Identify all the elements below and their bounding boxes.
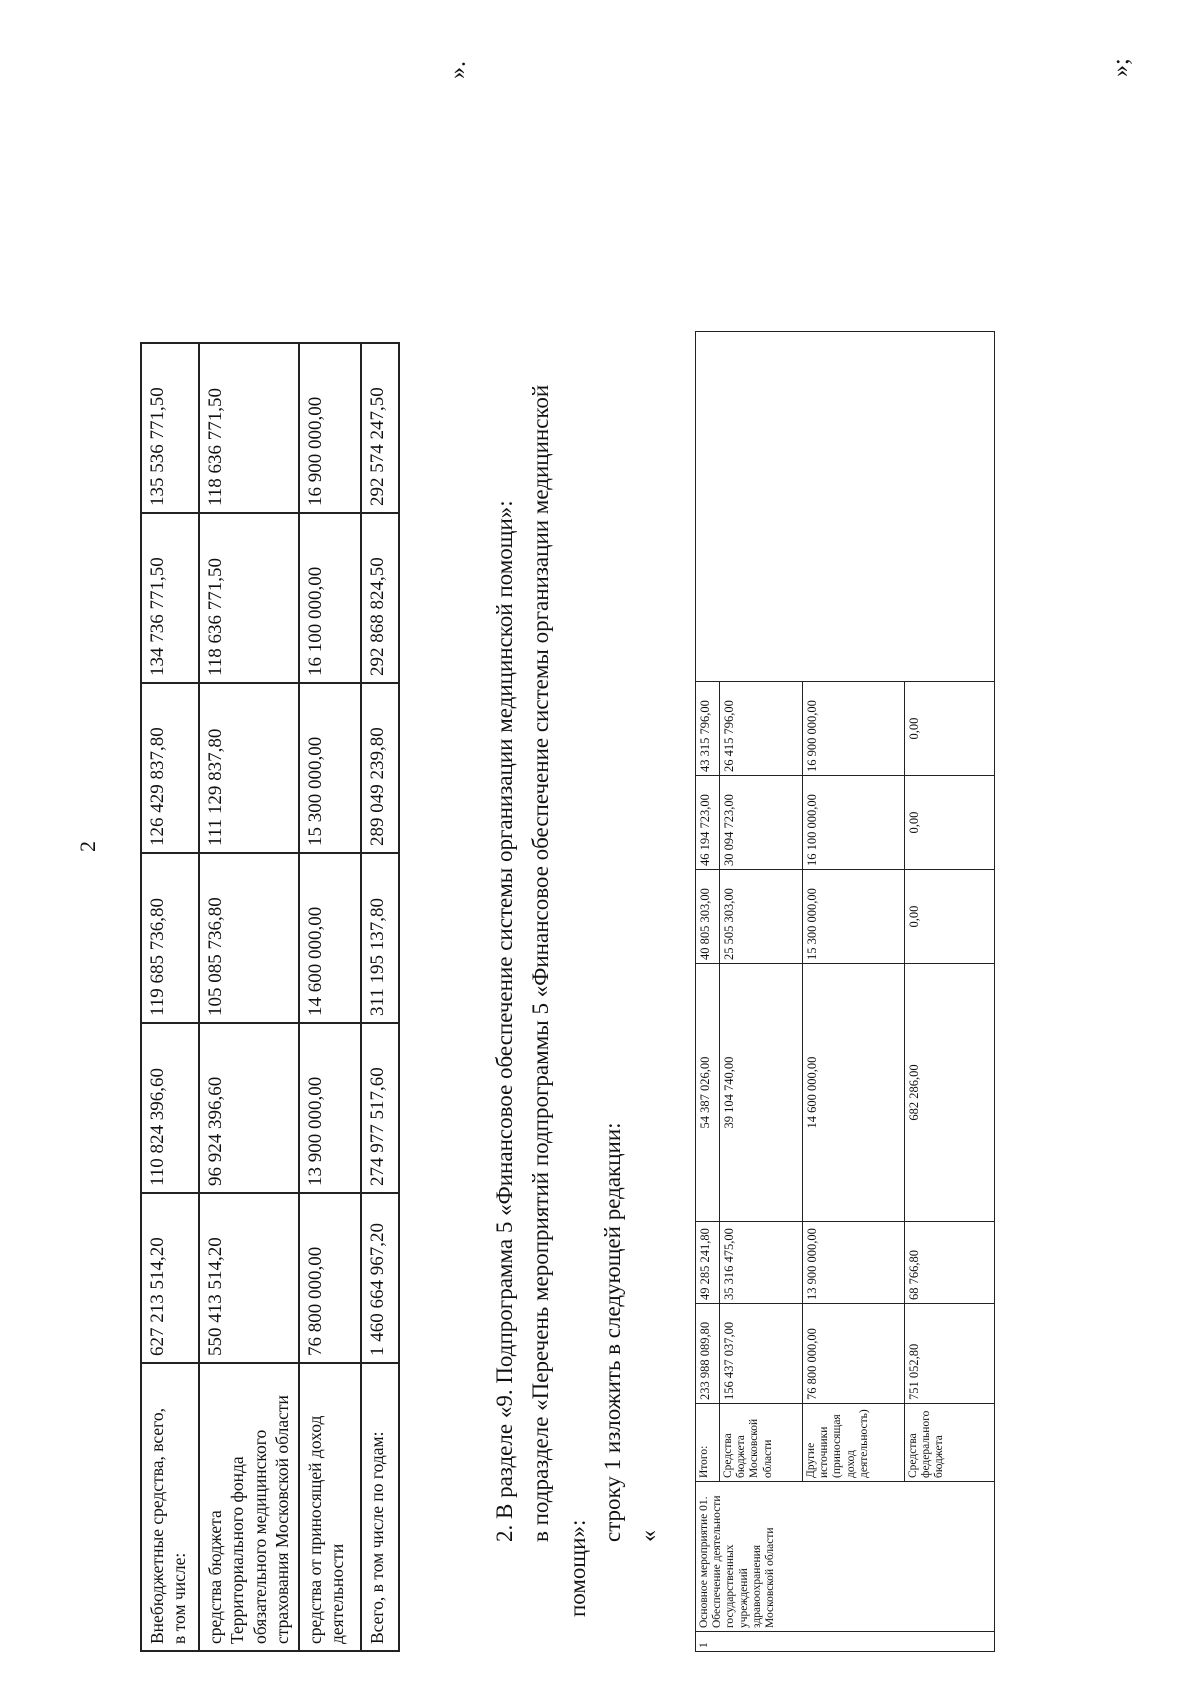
cell-value: 14 600 000,00 [299, 853, 361, 1023]
empty-cell [696, 332, 995, 682]
cell-value: 156 437 037,00 [720, 1304, 803, 1404]
cell-value: 0,00 [905, 682, 995, 776]
cell-value: 16 900 000,00 [299, 343, 361, 513]
table-row [141, 343, 199, 1651]
cell-value: 118 636 771,50 [199, 513, 299, 683]
cell-value: 68 766,80 [905, 1222, 995, 1304]
cell-value: 16 900 000,00 [803, 682, 905, 776]
cell-value: 682 286,00 [905, 964, 995, 1222]
cell-value: 119 685 736,80 [141, 853, 199, 1023]
cell-value: 16 100 000,00 [299, 513, 361, 683]
cell-value: 118 636 771,50 [199, 343, 299, 513]
measure-name: Основное мероприятие 01. Обеспечение деятельности государственных учреждений здравоохранения Московской области [696, 1482, 995, 1632]
cell-value: 292 574 247,50 [361, 343, 399, 513]
row-number: 1 [696, 1632, 995, 1652]
cell-value: 76 800 000,00 [803, 1304, 905, 1404]
row-label: средства бюджета Территориального фонда обязательного медицинского страхования Московской области [199, 1363, 299, 1651]
cell-value: 35 316 475,00 [720, 1222, 803, 1304]
cell-value: 550 413 514,20 [199, 1193, 299, 1363]
source-label: Средства бюджета Московской области [720, 1404, 803, 1482]
cell-value: 0,00 [905, 870, 995, 964]
cell-value: 134 736 771,50 [141, 513, 199, 683]
cell-value: 46 194 723,00 [696, 776, 720, 870]
cell-value: 49 285 241,80 [696, 1222, 720, 1304]
cell-value: 135 536 771,50 [141, 343, 199, 513]
cell-value: 627 213 514,20 [141, 1193, 199, 1363]
table-row [199, 343, 299, 1651]
paragraph-subsection: в подразделе «Перечень мероприятий подпрограммы 5 «Финансовое обеспечение системы организации медицинской [528, 384, 553, 1542]
cell-value: 289 049 239,80 [361, 683, 399, 853]
cell-value: 15 300 000,00 [803, 870, 905, 964]
cell-value: 233 988 089,80 [696, 1304, 720, 1404]
cell-value: 76 800 000,00 [299, 1193, 361, 1363]
cell-value: 96 924 396,60 [199, 1023, 299, 1193]
table-row [299, 343, 361, 1651]
close-quote-2: »; [1108, 58, 1134, 77]
cell-value: 126 429 837,80 [141, 683, 199, 853]
cell-value: 14 600 000,00 [803, 964, 905, 1222]
cell-value: 25 505 303,00 [720, 870, 803, 964]
cell-value: 311 195 137,80 [361, 853, 399, 1023]
paragraph-instruction: строку 1 изложить в следующей редакции: [600, 1122, 625, 1542]
cell-value: 110 824 396,60 [141, 1023, 199, 1193]
cell-value: 13 900 000,00 [803, 1222, 905, 1304]
cell-value: 111 129 837,80 [199, 683, 299, 853]
cell-value: 26 415 796,00 [720, 682, 803, 776]
paragraph-section: 2. В разделе «9. Подпрограмма 5 «Финансовое обеспечение системы организации медицинской помощи»: [492, 500, 517, 1542]
table-row [361, 343, 399, 1651]
cell-value: 39 104 740,00 [720, 964, 803, 1222]
cell-value: 292 868 824,50 [361, 513, 399, 683]
cell-value: 0,00 [905, 776, 995, 870]
row-label: средства от приносящей доход деятельности [299, 1363, 361, 1651]
cell-value: 274 977 517,60 [361, 1023, 399, 1193]
cell-value: 43 315 796,00 [696, 682, 720, 776]
close-quote-1: ». [445, 61, 471, 79]
source-label: Другие источники (приносящая доход деятельность) [803, 1404, 905, 1482]
cell-value: 16 100 000,00 [803, 776, 905, 870]
cell-value: 15 300 000,00 [299, 683, 361, 853]
source-label: Средства федерального бюджета [905, 1404, 995, 1482]
paragraph-continuation: помощи»: [565, 1519, 590, 1617]
row-label: Всего, в том числе по годам: [361, 1363, 399, 1651]
funding-table [140, 342, 400, 1652]
source-label: Итого: [696, 1404, 720, 1482]
row-label: Внебюджетные средства, всего, в том числе: [141, 1363, 199, 1651]
page-number: 2 [75, 841, 100, 852]
cell-value: 30 094 723,00 [720, 776, 803, 870]
cell-value: 1 460 664 967,20 [361, 1193, 399, 1363]
table-row [696, 332, 720, 1652]
cell-value: 105 085 736,80 [199, 853, 299, 1023]
measure-table [695, 331, 995, 1652]
open-quote: « [636, 1530, 662, 1542]
cell-value: 751 052,80 [905, 1304, 995, 1404]
cell-value: 13 900 000,00 [299, 1023, 361, 1193]
cell-value: 54 387 026,00 [696, 964, 720, 1222]
cell-value: 40 805 303,00 [696, 870, 720, 964]
